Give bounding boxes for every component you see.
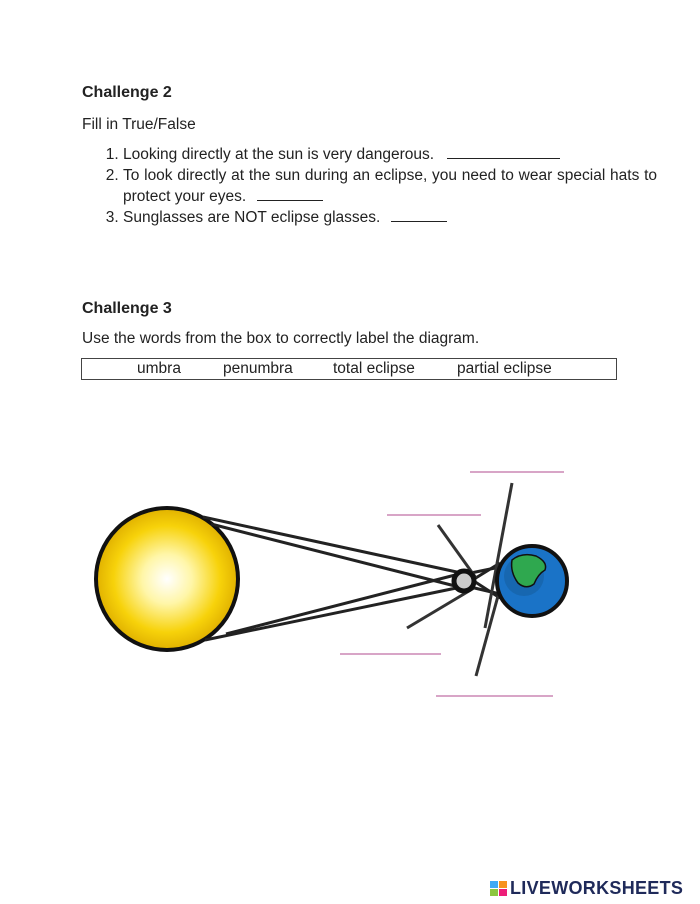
word-penumbra: penumbra xyxy=(223,360,293,377)
earth-icon xyxy=(497,546,567,616)
question-3: 3. Sunglasses are NOT eclipse glasses. xyxy=(123,207,657,228)
challenge-3-title: Challenge 3 xyxy=(82,300,172,317)
word-partial-eclipse: partial eclipse xyxy=(457,360,552,377)
liveworksheets-brand: LIVEWORKSHEETS xyxy=(510,878,684,898)
question-1: 1. Looking directly at the sun is very dangerous. xyxy=(123,144,657,165)
liveworksheets-logo-icon xyxy=(490,881,508,902)
sun-icon xyxy=(96,508,238,650)
word-umbra: umbra xyxy=(137,360,181,377)
challenge-3-instruction: Use the words from the box to correctly label the diagram. xyxy=(82,330,480,347)
word-total-eclipse: total eclipse xyxy=(333,360,415,377)
challenge-2-instruction: Fill in True/False xyxy=(82,116,196,133)
challenge-2-title: Challenge 2 xyxy=(82,84,172,101)
moon-icon xyxy=(454,571,474,591)
question-2: 2. To look directly at the sun during an eclipse, you need to wear special hats to protect your eyes. xyxy=(123,165,657,207)
